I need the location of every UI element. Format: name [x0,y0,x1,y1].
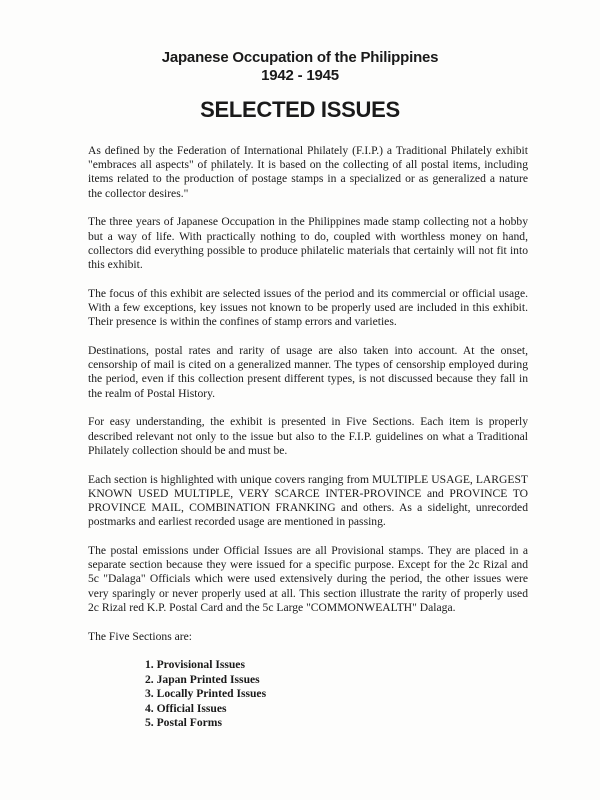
section-heading: SELECTED ISSUES [200,97,400,122]
list-item: 2. Japan Printed Issues [145,672,260,686]
paragraph-occupation: The three years of Japanese Occupation in the Philippines made stamp collecting not a hobby but a way of life. With practically nothing to do, coupled with worthless money on hand, collectors did everything possible to produce philatelic materials that certainly will not fit into this exhibit. [88,215,528,272]
sections-list [145,658,528,730]
paragraph-focus: The focus of this exhibit are selected issues of the period and its commercial or official usage. With a few exceptions, key issues not known to be properly used are included in this exhibit. Their presence is within the confines of stamp errors and varieties. [88,286,528,329]
paragraph-official-issues: The postal emissions under Official Issues are all Provisional stamps. They are placed in a separate section because they were issued for a specific purpose. Except for the 2c Rizal and 5c "Dalaga" Officials which were used extensively during the period, the other issues were very sparingly or never properly used at all. This section illustrate the rarity of properly used 2c Rizal red K.P. Postal Card and the 5c Large "COMMONWEALTH" Dalaga. [88,544,528,614]
paragraph-highlights: Each section is highlighted with unique covers ranging from MULTIPLE USAGE, LARGEST KNOWN USED MULTIPLE, VERY SCARCE INTER-PROVINCE and PROVINCE TO PROVINCE MAIL, COMBINATION FRANKING and others. As a sidelight, unrecorded postmarks and earliest recorded usage are mentioned in passing. [88,472,528,529]
document-period: 1942 - 1945 [261,67,339,84]
body-text [88,144,528,730]
list-item: 5. Postal Forms [145,716,222,730]
list-item: 3. Locally Printed Issues [145,687,267,701]
paragraph-understanding: For easy understanding, the exhibit is presented in Five Sections. Each item is properly described relevant not only to the issue but also to the F.I.P. guidelines on what a Traditional Philately collection should be and must be. [88,415,528,457]
paragraph-destinations: Destinations, postal rates and rarity of usage are also taken into account. At the onset, censorship of mail is cited on a generalized manner. The types of censorship employed during the period, even if this collection present different types, is not discussed because they fall in the realm of Postal History. [88,344,528,400]
sections-intro: The Five Sections are: [88,629,192,643]
document-title: Japanese Occupation of the Philippines [161,49,439,66]
list-item: 1. Provisional Issues [145,658,245,672]
paragraph-fip-definition: As defined by the Federation of International Philately (F.I.P.) a Traditional Philately exhibit "embraces all aspects" of philately. It is based on the collecting of all postal items, including items related to the production of postage stamps in a specialized or as generalized a nature the collector desires." [88,144,528,200]
list-item: 4. Official Issues [145,701,227,715]
